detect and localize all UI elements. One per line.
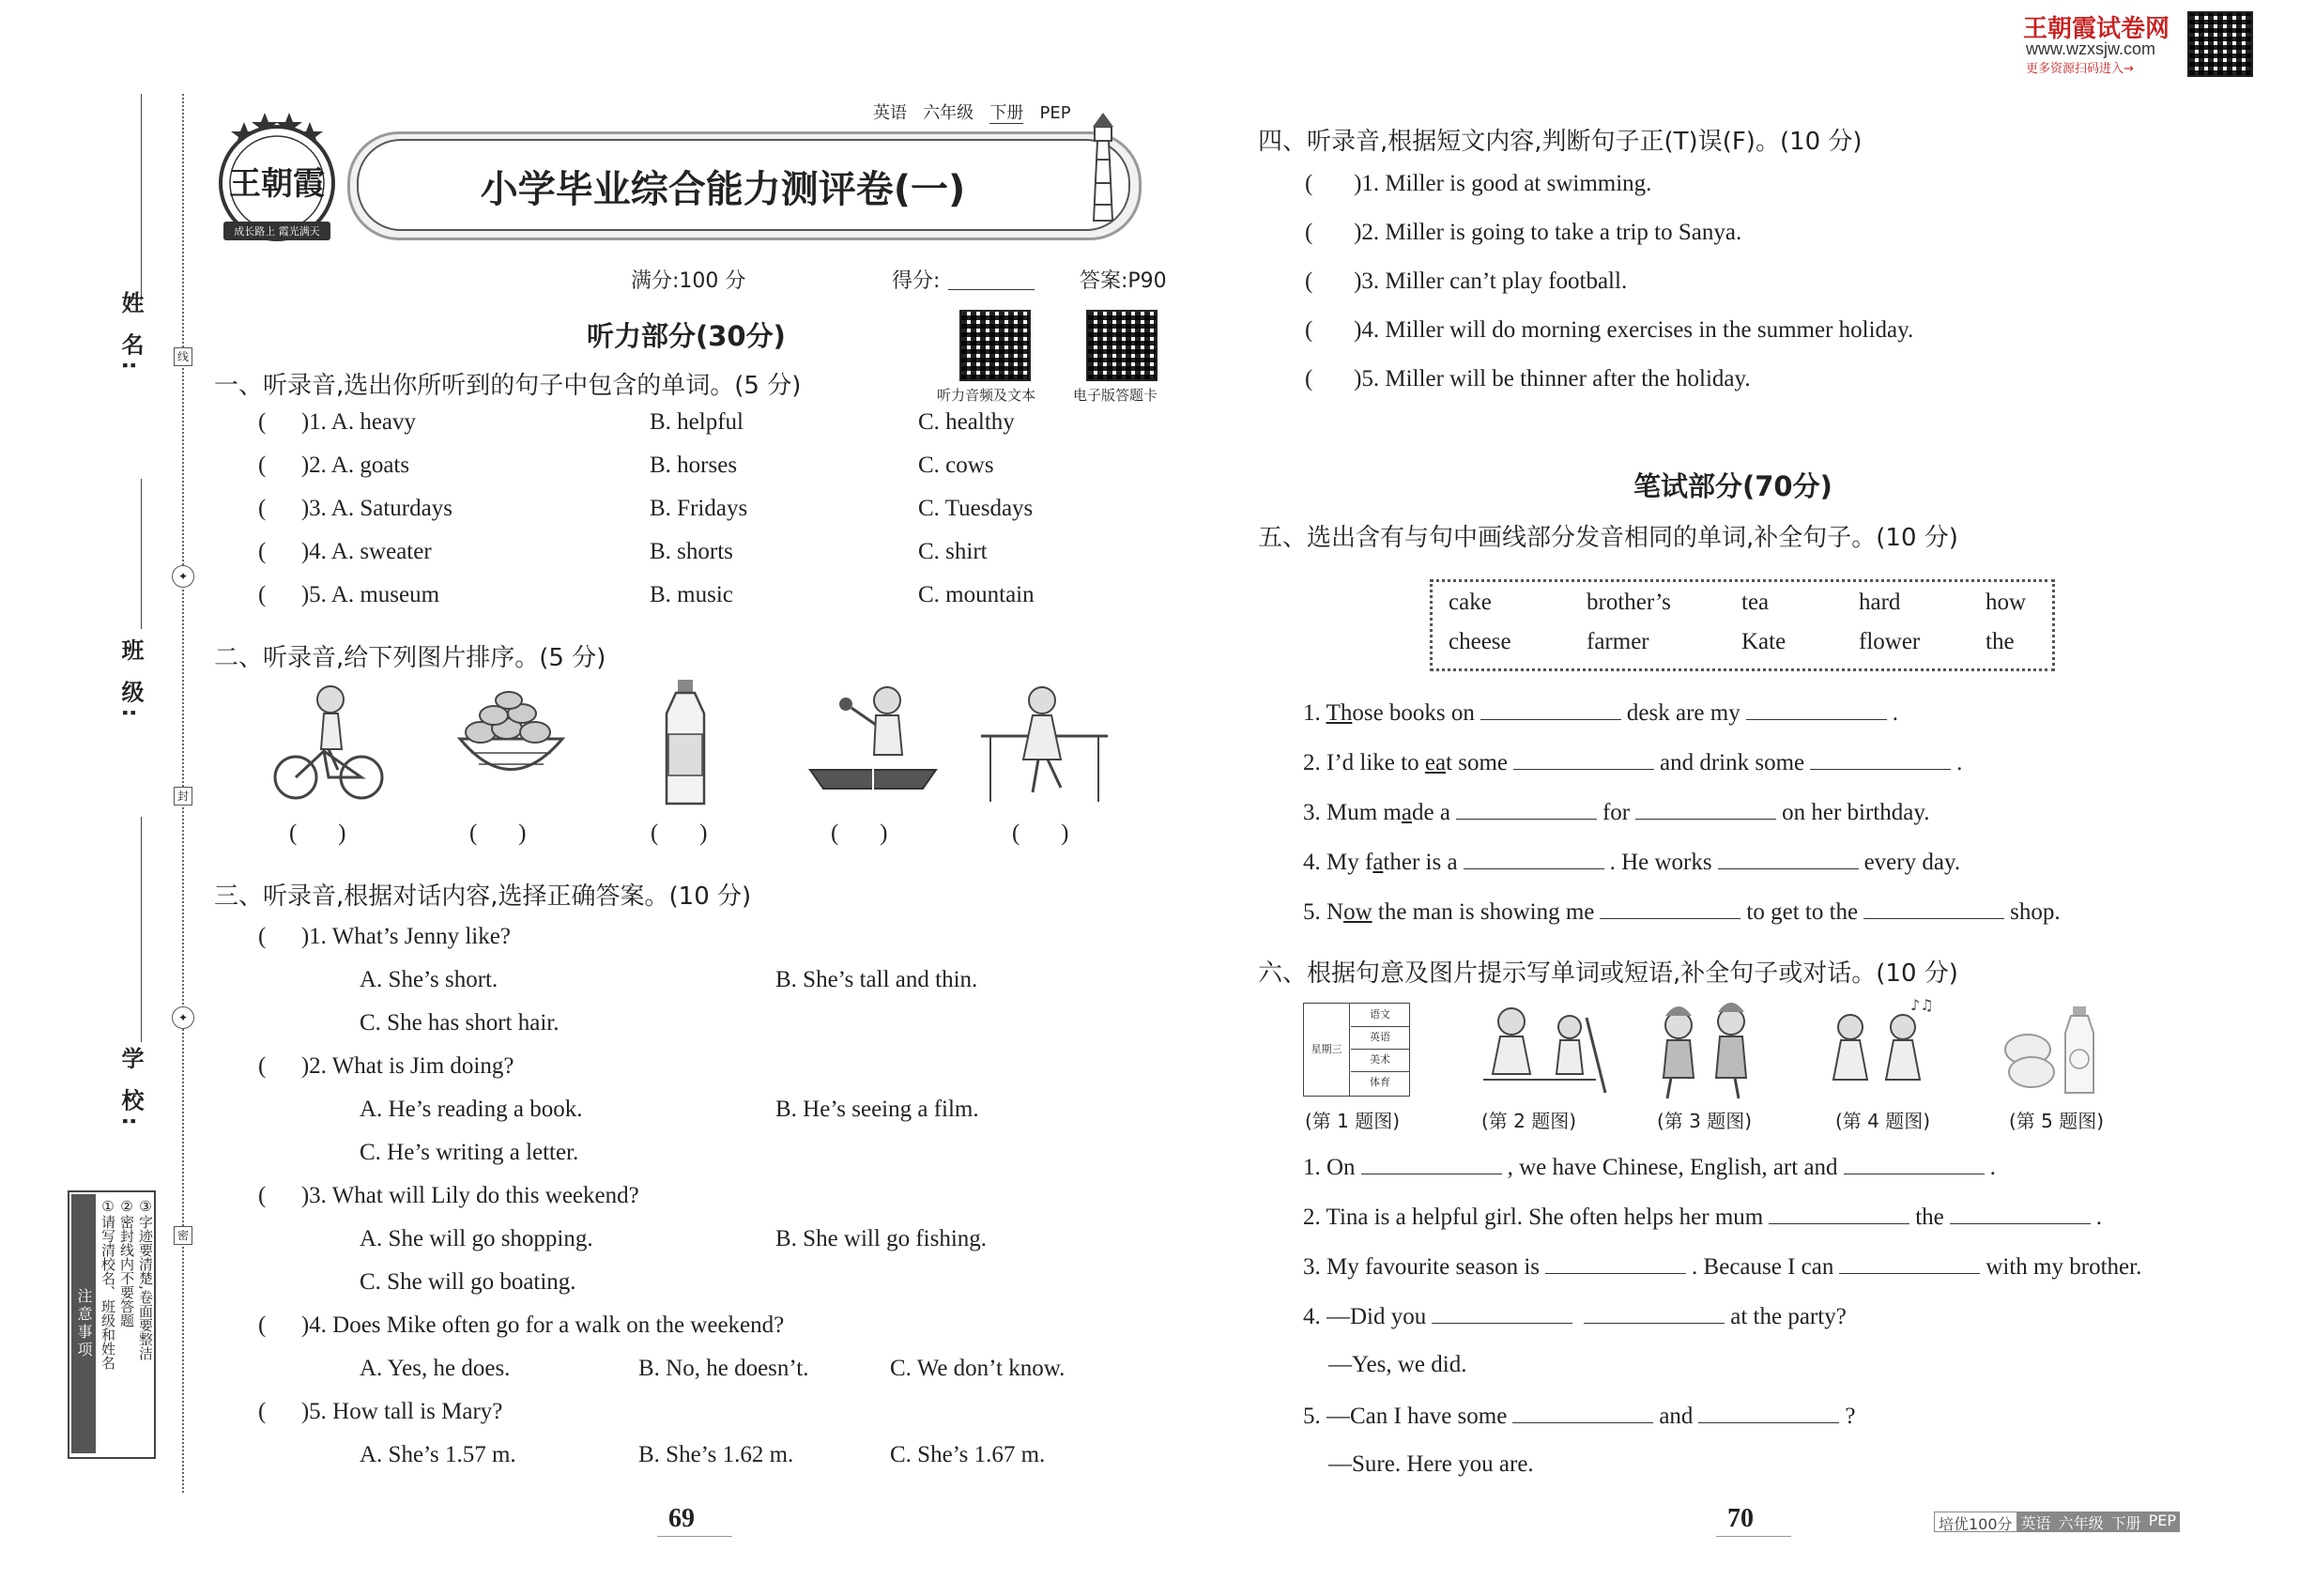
qr-audio-caption: 听力音频及文本 — [937, 387, 1036, 404]
s1-option-b: B. shorts — [650, 539, 733, 564]
s3-question — [258, 1053, 514, 1080]
s3-question — [258, 1183, 639, 1209]
s5-text: . He works — [1609, 850, 1712, 875]
word-bank-word: tea — [1741, 590, 1770, 615]
s3-option-c: C. He’s writing a letter. — [360, 1140, 579, 1165]
s1-option-c: C. cows — [918, 453, 994, 478]
s6-sentence — [1303, 1203, 2102, 1231]
picture-caption: (第 4 题图) — [1835, 1110, 1931, 1132]
s5-text: 4. My f — [1303, 850, 1373, 875]
picture-bread-and-milk — [2000, 1001, 2103, 1098]
word-bank-word: hard — [1859, 590, 1901, 615]
s3-option-c: C. She’s 1.67 m. — [890, 1442, 1046, 1467]
s3-option-b: B. She will go fishing. — [775, 1226, 988, 1251]
score-label: 得分: — [892, 269, 941, 293]
s5-blank[interactable] — [1600, 898, 1740, 919]
s5-text: . — [1956, 750, 1963, 775]
s4-statement: )5. Miller will be thinner after the holiday. — [1354, 366, 1751, 391]
page-number-right: 70 — [1727, 1504, 1754, 1533]
s3-option-a: A. She will go shopping. — [360, 1226, 593, 1251]
s6-text: , we have Chinese, English, art and — [1507, 1155, 1838, 1180]
s5-blank[interactable] — [1746, 698, 1887, 720]
notice-item: ③字迹要清楚,卷面要整洁 — [137, 1198, 154, 1360]
s3-option-b: B. No, he doesn’t. — [638, 1356, 809, 1381]
s5-text: 5. N — [1303, 899, 1344, 925]
seal-mark-seal: 封 — [174, 787, 192, 806]
s4-item — [1305, 317, 1913, 344]
series-name: 培优100分 — [1934, 1512, 2017, 1532]
s5-text: the man is showing me — [1372, 899, 1595, 925]
s5-text: for — [1602, 800, 1631, 825]
s6-text: . — [1989, 1155, 1996, 1180]
series-tag: 六年级 — [2055, 1512, 2108, 1532]
section-1-title: 一、听录音,选出你所听到的句子中包含的单词。(5 分) — [214, 372, 802, 400]
timetable-subject: 体育 — [1370, 1076, 1390, 1088]
s5-blank[interactable] — [1863, 898, 2004, 919]
s3-question — [258, 1312, 784, 1339]
word-bank-word: brother’s — [1587, 590, 1671, 615]
word-bank-word: how — [1986, 590, 2027, 615]
s6-text: 3. My favourite season is — [1303, 1254, 1541, 1280]
s4-statement: )4. Miller will do morning exercises in the summer holiday. — [1354, 317, 1914, 343]
notice-item: ①请写清校名、班级和姓名 — [100, 1198, 116, 1370]
s1-row — [258, 453, 409, 479]
listening-heading: 听力部分(30分) — [587, 320, 786, 352]
s1-option-a: )4. A. sweater — [300, 539, 432, 564]
answer-paren[interactable]: ( — [1305, 220, 1355, 245]
svg-text:♪♫: ♪♫ — [1910, 996, 1934, 1014]
timetable-subject: 美术 — [1351, 1049, 1409, 1072]
s6-reply: —Sure. Here you are. — [1328, 1451, 1534, 1477]
s3-option-a: A. She’s short. — [360, 967, 498, 992]
s5-blank[interactable] — [1718, 848, 1859, 869]
s6-text: with my brother. — [1986, 1254, 2142, 1280]
word-bank-word: cheese — [1449, 629, 1511, 654]
answer-reference: 答案:P90 — [1080, 269, 1167, 293]
qr-code-answer-sheet[interactable] — [1086, 310, 1158, 381]
s6-blank[interactable] — [1584, 1302, 1725, 1324]
s6-blank[interactable] — [1361, 1153, 1502, 1174]
section-6-title: 六、根据句意及图片提示写单词或短语,补全句子或对话。(10 分) — [1258, 959, 1958, 988]
s5-blank[interactable] — [1513, 748, 1654, 770]
site-qr-code[interactable] — [2187, 11, 2253, 77]
s6-blank[interactable] — [1950, 1203, 2091, 1224]
answer-paren[interactable]: ( — [258, 453, 301, 478]
s1-option-b: B. helpful — [650, 409, 744, 435]
s5-text: 3. Mum m — [1303, 800, 1402, 825]
s6-sentence — [1303, 1252, 2141, 1281]
answer-paren[interactable]: ( — [258, 539, 301, 564]
s3-question-text: )2. What is Jim doing? — [300, 1053, 514, 1079]
s5-underlined: ow — [1343, 899, 1372, 925]
s4-statement: )2. Miller is going to take a trip to Sanya. — [1354, 220, 1742, 245]
s6-sentence — [1303, 1402, 1856, 1430]
picture-bottle-of-juice — [657, 676, 713, 807]
qr-answer-caption: 电子版答题卡 — [1073, 387, 1158, 404]
picture-winter-snow — [1643, 997, 1765, 1102]
s5-underlined: a — [1372, 850, 1384, 875]
page-number-left: 69 — [668, 1504, 695, 1533]
s6-text: . Because I can — [1692, 1254, 1834, 1280]
s6-text: 4. —Did you — [1303, 1304, 1427, 1329]
school-line — [141, 817, 142, 1042]
s5-underlined: ea — [1424, 750, 1447, 775]
s1-option-c: C. healthy — [918, 409, 1015, 435]
answer-paren[interactable]: ( — [1305, 269, 1355, 294]
s6-text: at the party? — [1730, 1304, 1847, 1329]
picture-order-answer[interactable]: ( ) — [651, 821, 708, 846]
s5-sentence — [1303, 748, 1962, 776]
series-tag: 下册 — [2108, 1512, 2145, 1532]
logo-text: 王朝霞 — [229, 165, 325, 203]
s3-question-text: )5. How tall is Mary? — [300, 1399, 503, 1424]
page-title: 小学毕业综合能力测评卷(一) — [480, 168, 966, 211]
s5-text: every day. — [1863, 850, 1961, 875]
s1-option-b: B. music — [650, 582, 733, 607]
timetable-day: 星期三 — [1304, 1004, 1350, 1096]
s4-item — [1305, 366, 1751, 392]
logo-ribbon: 成长路上 霞光满天 — [234, 225, 320, 238]
s3-option-a: A. She’s 1.57 m. — [360, 1442, 516, 1467]
picture-helping-mum-clean — [1464, 999, 1615, 1102]
timetable-subject: 语文 — [1351, 1004, 1409, 1027]
s5-text: on her birthday. — [1782, 800, 1930, 825]
s1-option-c: C. shirt — [918, 539, 988, 564]
picture-caption: (第 5 题图) — [2009, 1110, 2105, 1132]
s1-option-b: B. Fridays — [650, 496, 748, 521]
s6-blank[interactable] — [1698, 1402, 1839, 1423]
s1-option-a: )2. A. goats — [300, 453, 410, 478]
s4-statement: )3. Miller can’t play football. — [1354, 269, 1628, 294]
section-4-title: 四、听录音,根据短文内容,判断句子正(T)误(F)。(10 分) — [1258, 128, 1863, 156]
score-field[interactable] — [948, 289, 1035, 290]
picture-man-playing-ping-pong — [803, 680, 943, 806]
seal-circle-mark: ✦ — [172, 1006, 194, 1029]
series-tag: PEP — [2145, 1512, 2180, 1532]
picture-order-answer[interactable]: ( ) — [1012, 821, 1069, 846]
answer-paren[interactable]: ( — [1305, 366, 1355, 391]
site-url[interactable]: www.wzxsjw.com — [2026, 39, 2156, 58]
answer-paren[interactable]: ( — [258, 409, 301, 435]
s4-item — [1305, 269, 1627, 295]
s5-sentence — [1303, 798, 1929, 826]
answer-paren[interactable]: ( — [1305, 171, 1355, 196]
s5-text: ther is a — [1383, 850, 1458, 875]
s3-option-a: A. He’s reading a book. — [360, 1097, 583, 1122]
seal-mark-line: 线 — [174, 347, 192, 366]
s5-text: and drink some — [1660, 750, 1805, 775]
picture-order-answer[interactable]: ( ) — [289, 821, 346, 846]
meta-grade: 六年级 — [923, 103, 974, 123]
qr-code-audio[interactable] — [959, 310, 1031, 381]
s3-option-c: C. We don’t know. — [890, 1356, 1066, 1381]
picture-caption: (第 2 题图) — [1481, 1110, 1577, 1132]
answer-paren[interactable]: ( — [258, 1053, 301, 1079]
s5-text: . — [1892, 700, 1898, 726]
seal-mark-secret: 密 — [174, 1226, 192, 1245]
answer-paren[interactable]: ( — [258, 1312, 301, 1338]
s6-text: 5. —Can I have some — [1303, 1404, 1508, 1429]
picture-basket-of-potatoes — [452, 687, 570, 790]
class-line — [141, 479, 142, 629]
s5-blank[interactable] — [1464, 848, 1604, 869]
answer-paren[interactable]: ( — [1305, 317, 1355, 343]
s1-option-a: )1. A. heavy — [300, 409, 417, 435]
picture-singing-dancing — [1817, 995, 1939, 1102]
s3-option-c: C. She will go boating. — [360, 1269, 576, 1295]
s5-sentence — [1303, 898, 2061, 926]
word-bank-word: cake — [1449, 590, 1492, 615]
answer-paren[interactable]: ( — [258, 924, 301, 949]
s6-blank[interactable] — [1512, 1402, 1653, 1423]
writing-heading: 笔试部分(70分) — [1633, 470, 1832, 502]
s4-item — [1305, 220, 1741, 246]
picture-order-answer[interactable]: ( ) — [831, 821, 888, 846]
picture-girl-riding-bike — [272, 676, 385, 807]
series-tag: 英语 — [2017, 1512, 2055, 1532]
s1-row — [258, 582, 439, 608]
s5-text: ose books on — [1352, 700, 1475, 726]
word-bank-word: flower — [1859, 629, 1921, 654]
s1-row — [258, 539, 432, 565]
s5-underlined: a — [1401, 800, 1412, 825]
s1-row — [258, 409, 416, 436]
word-bank-word: Kate — [1741, 629, 1786, 654]
meta-subject: 英语 — [873, 103, 907, 123]
s5-text: desk are my — [1626, 700, 1740, 726]
s5-text: 2. I’d like to — [1303, 750, 1425, 775]
s3-question — [258, 924, 511, 950]
s3-option-b: B. She’s 1.62 m. — [638, 1442, 794, 1467]
s6-blank[interactable] — [1432, 1302, 1572, 1324]
answer-paren[interactable]: ( — [258, 496, 301, 521]
site-name: 王朝霞试卷网 — [2023, 15, 2170, 43]
s6-sentence — [1303, 1302, 1847, 1330]
s6-blank[interactable] — [1839, 1252, 1980, 1274]
school-label: 学 校: — [117, 1047, 144, 1131]
notice-title: 注意事项 — [71, 1194, 96, 1453]
picture-caption: (第 3 题图) — [1657, 1110, 1753, 1132]
s5-text: de a — [1411, 800, 1450, 825]
s5-sentence — [1303, 698, 1898, 727]
s6-text: and — [1659, 1404, 1694, 1429]
s5-sentence — [1303, 848, 1960, 876]
s6-blank[interactable] — [1769, 1203, 1909, 1224]
s6-text: 2. Tina is a helpful girl. She often helps her mum — [1303, 1205, 1764, 1230]
s5-text: t some — [1446, 750, 1509, 775]
page-number-ornament — [657, 1536, 732, 1537]
s3-option-a: A. Yes, he does. — [360, 1356, 511, 1381]
s3-question-text: )4. Does Mike often go for a walk on the weekend? — [300, 1312, 785, 1338]
seal-circle-mark: ✦ — [172, 565, 194, 588]
s6-sentence — [1303, 1153, 1996, 1181]
s5-text: 1. — [1303, 700, 1326, 726]
s5-text: shop. — [2010, 899, 2061, 925]
s1-option-a: )5. A. museum — [300, 582, 440, 607]
s1-option-c: C. mountain — [918, 582, 1035, 607]
s5-blank[interactable] — [1456, 798, 1597, 820]
s6-text: ? — [1845, 1404, 1856, 1429]
s3-question-text: )1. What’s Jenny like? — [300, 924, 511, 949]
word-bank-word: farmer — [1587, 629, 1649, 654]
s5-blank[interactable] — [1480, 698, 1621, 720]
section-5-title: 五、选出含有与句中画线部分发音相同的单词,补全句子。(10 分) — [1258, 524, 1958, 552]
page-number-ornament — [1716, 1536, 1791, 1537]
s5-underlined: Th — [1326, 700, 1353, 726]
s6-blank[interactable] — [1545, 1252, 1686, 1274]
s6-text: . — [2095, 1205, 2103, 1230]
s5-blank[interactable] — [1635, 798, 1776, 820]
s1-option-c: C. Tuesdays — [918, 496, 1034, 521]
picture-caption: (第 1 题图) — [1305, 1110, 1401, 1132]
class-label: 班 级: — [117, 638, 144, 723]
meta-edition: PEP — [1039, 103, 1071, 123]
s5-blank[interactable] — [1810, 748, 1951, 770]
picture-order-answer[interactable]: ( ) — [469, 821, 527, 846]
s6-blank[interactable] — [1844, 1153, 1985, 1174]
s1-row — [258, 496, 452, 522]
s3-option-b: B. She’s tall and thin. — [775, 967, 978, 992]
answer-paren[interactable]: ( — [258, 1183, 301, 1208]
timetable-subject: 英语 — [1351, 1026, 1409, 1050]
notice-box — [68, 1190, 156, 1459]
name-line — [141, 94, 142, 300]
s5-text: to get to the — [1746, 899, 1859, 925]
s3-question — [258, 1399, 502, 1425]
s6-reply: —Yes, we did. — [1328, 1352, 1467, 1377]
name-label: 姓 名: — [117, 291, 144, 376]
s4-item — [1305, 171, 1651, 197]
s3-option-c: C. She has short hair. — [360, 1010, 560, 1036]
s1-option-a: )3. A. Saturdays — [300, 496, 452, 521]
s6-text: the — [1915, 1205, 1944, 1230]
site-tagline: 更多资源扫码进入→ — [2026, 62, 2134, 76]
answer-paren[interactable]: ( — [258, 1399, 301, 1424]
answer-paren[interactable]: ( — [258, 582, 301, 607]
word-bank-word: the — [1986, 629, 2015, 654]
picture-girl-dancing — [976, 680, 1112, 806]
s4-statement: )1. Miller is good at swimming. — [1354, 171, 1652, 196]
brand-logo — [207, 103, 347, 244]
s6-text: 1. On — [1303, 1155, 1356, 1180]
s3-option-b: B. He’s seeing a film. — [775, 1097, 979, 1122]
s1-option-b: B. horses — [650, 453, 738, 478]
notice-item: ②密封线内不要答题 — [118, 1198, 135, 1327]
s3-question-text: )3. What will Lily do this weekend? — [300, 1183, 639, 1208]
section-3-title: 三、听录音,根据对话内容,选择正确答案。(10 分) — [214, 882, 752, 911]
picture-timetable — [1303, 1003, 1410, 1097]
lighthouse-icon — [1080, 103, 1127, 225]
header-meta — [873, 100, 1071, 124]
series-badge — [1934, 1512, 2180, 1532]
full-score: 满分:100 分 — [631, 269, 746, 293]
meta-volume: 下册 — [989, 103, 1024, 123]
section-2-title: 二、听录音,给下列图片排序。(5 分) — [214, 644, 606, 672]
